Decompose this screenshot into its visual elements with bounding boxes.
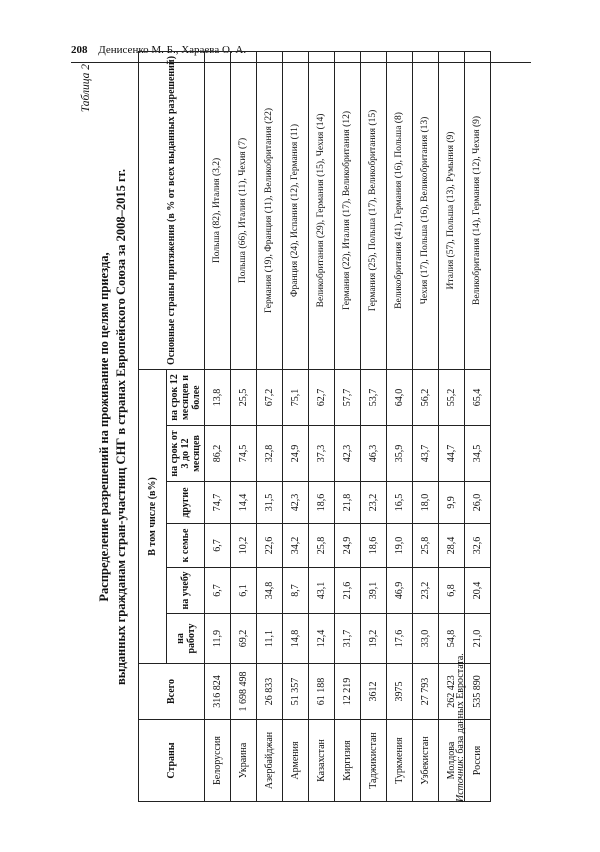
cell-short: 34,5 — [465, 426, 491, 482]
cell-other: 42,3 — [283, 482, 309, 524]
table-row — [309, 51, 335, 801]
source-note — [455, 653, 466, 802]
cell-other: 23,2 — [361, 482, 387, 524]
source-text: : база данных Евростата. — [455, 653, 466, 759]
table-title-line-1: Распределение разрешений на проживание по целям приезда, — [97, 252, 111, 602]
cell-work: 11,1 — [257, 614, 283, 664]
table-row — [335, 51, 361, 801]
cell-study: 8,7 — [283, 568, 309, 614]
cell-attraction: Великобритания (29), Германия (15), Чехия (14) — [309, 51, 335, 369]
cell-work: 31,7 — [335, 614, 361, 664]
cell-other: 14,4 — [231, 482, 257, 524]
cell-short: 42,3 — [335, 426, 361, 482]
cell-attraction: Германия (22), Италия (17), Великобритания (12) — [335, 51, 361, 369]
cell-country: Туркмения — [387, 720, 413, 802]
cell-country: Молдова — [439, 720, 465, 802]
cell-attraction: Польша (82), Италия (3,2) — [205, 51, 231, 369]
cell-other: 26,0 — [465, 482, 491, 524]
cell-family: 28,4 — [439, 524, 465, 568]
cell-long: 13,8 — [205, 369, 231, 425]
cell-work: 69,2 — [231, 614, 257, 664]
cell-study: 23,2 — [413, 568, 439, 614]
cell-other: 18,0 — [413, 482, 439, 524]
cell-study: 43,1 — [309, 568, 335, 614]
cell-family: 24,9 — [335, 524, 361, 568]
col-header-other: другие — [167, 482, 205, 524]
table-label: Таблица 2 — [80, 64, 92, 113]
cell-family: 32,6 — [465, 524, 491, 568]
cell-other: 18,6 — [309, 482, 335, 524]
cell-work: 54,8 — [439, 614, 465, 664]
cell-short: 37,3 — [309, 426, 335, 482]
table-row — [387, 51, 413, 801]
table-row — [413, 51, 439, 801]
cell-total: 61 188 — [309, 664, 335, 720]
table-row — [231, 51, 257, 801]
rotated-table-block — [80, 52, 483, 802]
col-header-total: Всего — [139, 664, 205, 720]
cell-total: 3612 — [361, 664, 387, 720]
cell-total: 26 833 — [257, 664, 283, 720]
cell-short: 43,7 — [413, 426, 439, 482]
cell-work: 17,6 — [387, 614, 413, 664]
col-header-study: на учебу — [167, 568, 205, 614]
cell-country: Узбекистан — [413, 720, 439, 802]
cell-long: 65,4 — [465, 369, 491, 425]
cell-country: Таджикистан — [361, 720, 387, 802]
cell-attraction: Польша (66), Италия (11), Чехия (7) — [231, 51, 257, 369]
cell-family: 18,6 — [361, 524, 387, 568]
table-body — [205, 51, 491, 801]
cell-short: 35,9 — [387, 426, 413, 482]
cell-country: Белоруссия — [205, 720, 231, 802]
authors: Денисенко М. Б., Хараева О. А. — [98, 44, 247, 56]
cell-total: 1 698 498 — [231, 664, 257, 720]
col-header-family: к семье — [167, 524, 205, 568]
cell-country: Киргизия — [335, 720, 361, 802]
cell-long: 25,5 — [231, 369, 257, 425]
col-header-work: на работу — [167, 614, 205, 664]
cell-long: 62,7 — [309, 369, 335, 425]
cell-other: 16,5 — [387, 482, 413, 524]
cell-attraction: Германия (19), Франция (11), Великобритания (22) — [257, 51, 283, 369]
cell-family: 25,8 — [413, 524, 439, 568]
cell-short: 32,8 — [257, 426, 283, 482]
table-title-line-2: выданных гражданам стран-участниц СНГ в странах Европейского Союза за 2008–2015 гг. — [114, 168, 128, 686]
col-header-group: В том числе (в%) — [139, 369, 167, 663]
cell-attraction: Франция (24), Испания (12), Германия (11) — [283, 51, 309, 369]
cell-total: 27 793 — [413, 664, 439, 720]
cell-total: 316 824 — [205, 664, 231, 720]
cell-study: 21,6 — [335, 568, 361, 614]
cell-study: 39,1 — [361, 568, 387, 614]
cell-short: 46,3 — [361, 426, 387, 482]
cell-attraction: Великобритания (14), Германия (12), Чехия (9) — [465, 51, 491, 369]
cell-study: 6,1 — [231, 568, 257, 614]
cell-other: 9,9 — [439, 482, 465, 524]
cell-study: 34,8 — [257, 568, 283, 614]
cell-work: 12,4 — [309, 614, 335, 664]
table-row — [257, 51, 283, 801]
cell-study: 46,9 — [387, 568, 413, 614]
table-row — [283, 51, 309, 801]
table-row — [465, 51, 491, 801]
cell-work: 33,0 — [413, 614, 439, 664]
cell-attraction: Германия (25), Польша (17), Великобритания (15) — [361, 51, 387, 369]
cell-long: 56,2 — [413, 369, 439, 425]
cell-family: 19,0 — [387, 524, 413, 568]
col-header-long-term: на срок 12 месяцев и более — [167, 369, 205, 425]
cell-other: 21,8 — [335, 482, 361, 524]
table-row — [205, 51, 231, 801]
cell-short: 86,2 — [205, 426, 231, 482]
cell-total: 12 219 — [335, 664, 361, 720]
cell-study: 6,7 — [205, 568, 231, 614]
cell-long: 75,1 — [283, 369, 309, 425]
cell-work: 14,8 — [283, 614, 309, 664]
cell-total: 262 423 — [439, 664, 465, 720]
cell-long: 57,7 — [335, 369, 361, 425]
cell-country: Армения — [283, 720, 309, 802]
cell-family: 10,2 — [231, 524, 257, 568]
cell-total: 535 890 — [465, 664, 491, 720]
cell-country: Азербайджан — [257, 720, 283, 802]
cell-short: 24,9 — [283, 426, 309, 482]
cell-study: 6,8 — [439, 568, 465, 614]
cell-long: 64,0 — [387, 369, 413, 425]
cell-other: 74,7 — [205, 482, 231, 524]
cell-attraction: Чехия (17), Польша (16), Великобритания (13) — [413, 51, 439, 369]
cell-short: 74,5 — [231, 426, 257, 482]
page-number: 208 — [71, 44, 88, 56]
cell-country: Украина — [231, 720, 257, 802]
cell-work: 11,9 — [205, 614, 231, 664]
col-header-country: Страны — [139, 720, 205, 802]
cell-family: 6,7 — [205, 524, 231, 568]
col-header-short-term: на срок от 3 до 12 месяцев — [167, 426, 205, 482]
table-row — [361, 51, 387, 801]
permits-table — [138, 51, 491, 802]
cell-country: Россия — [465, 720, 491, 802]
cell-short: 44,7 — [439, 426, 465, 482]
cell-attraction: Италия (57), Польша (13), Румыния (9) — [439, 51, 465, 369]
cell-other: 31,5 — [257, 482, 283, 524]
cell-country: Казахстан — [309, 720, 335, 802]
cell-attraction: Великобритания (41), Германия (16), Польша (8) — [387, 51, 413, 369]
cell-work: 19,2 — [361, 614, 387, 664]
cell-long: 67,2 — [257, 369, 283, 425]
table-title — [96, 52, 130, 802]
source-label: Источник — [455, 758, 466, 802]
cell-family: 25,8 — [309, 524, 335, 568]
cell-long: 55,2 — [439, 369, 465, 425]
cell-family: 34,2 — [283, 524, 309, 568]
cell-family: 22,6 — [257, 524, 283, 568]
cell-work: 21,0 — [465, 614, 491, 664]
cell-long: 53,7 — [361, 369, 387, 425]
col-header-attraction: Основные страны притяжения (в % от всех выданных разрешений) — [139, 51, 205, 369]
cell-total: 3975 — [387, 664, 413, 720]
cell-study: 20,4 — [465, 568, 491, 614]
cell-total: 51 357 — [283, 664, 309, 720]
